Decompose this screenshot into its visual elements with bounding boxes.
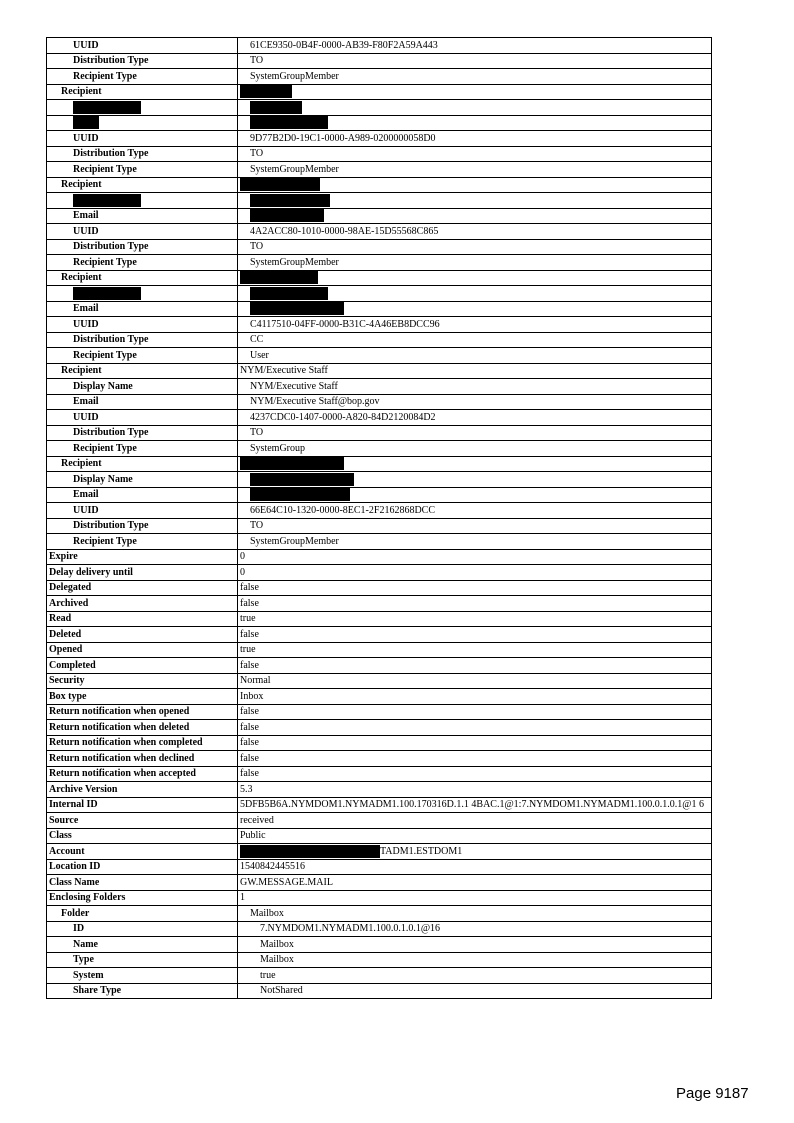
record-row <box>47 379 712 395</box>
record-row <box>47 782 712 798</box>
field-value: Mailbox <box>238 906 712 922</box>
redaction-block <box>73 194 141 207</box>
field-name: Source <box>47 813 238 829</box>
field-name: Folder <box>47 906 238 922</box>
field-value: false <box>238 704 712 720</box>
record-row <box>47 193 712 209</box>
field-value: received <box>238 813 712 829</box>
field-name: Recipient Type <box>47 441 238 457</box>
field-value-text: TADM1.ESTDOM1 <box>380 845 463 857</box>
record-row <box>47 751 712 767</box>
redaction-block <box>240 457 344 470</box>
field-name: Recipient <box>47 456 238 472</box>
record-row <box>47 720 712 736</box>
redaction-block <box>73 101 141 114</box>
field-name: Recipient Type <box>47 162 238 178</box>
field-value: 5.3 <box>238 782 712 798</box>
record-table <box>46 37 712 999</box>
field-name: UUID <box>47 317 238 333</box>
field-value: C4117510-04FF-0000-B31C-4A46EB8DCC96 <box>238 317 712 333</box>
field-name: Distribution Type <box>47 239 238 255</box>
field-name: Enclosing Folders <box>47 890 238 906</box>
field-name: Deleted <box>47 627 238 643</box>
field-value <box>238 472 712 488</box>
field-name: Internal ID <box>47 797 238 813</box>
field-name: Recipient Type <box>47 69 238 85</box>
field-value <box>238 286 712 302</box>
field-name: Recipient Type <box>47 348 238 364</box>
field-value: Mailbox <box>238 937 712 953</box>
record-row <box>47 363 712 379</box>
record-row <box>47 875 712 891</box>
field-value <box>238 301 712 317</box>
field-value: NYM/Executive Staff <box>238 379 712 395</box>
field-name <box>47 286 238 302</box>
record-row <box>47 270 712 286</box>
record-row <box>47 38 712 54</box>
record-row <box>47 348 712 364</box>
field-name: Distribution Type <box>47 53 238 69</box>
record-row <box>47 813 712 829</box>
field-name: UUID <box>47 503 238 519</box>
field-value: true <box>238 968 712 984</box>
redaction-block <box>240 271 318 284</box>
field-value: GW.MESSAGE.MAIL <box>238 875 712 891</box>
field-name: Recipient <box>47 84 238 100</box>
field-value: false <box>238 720 712 736</box>
record-row <box>47 441 712 457</box>
record-row <box>47 611 712 627</box>
record-row <box>47 115 712 131</box>
field-value <box>238 456 712 472</box>
field-value: 4237CDC0-1407-0000-A820-84D2120084D2 <box>238 410 712 426</box>
record-row <box>47 317 712 333</box>
record-row <box>47 162 712 178</box>
record-row <box>47 766 712 782</box>
redaction-block <box>250 473 354 486</box>
record-row <box>47 828 712 844</box>
record-row <box>47 921 712 937</box>
field-value: 1 <box>238 890 712 906</box>
record-row <box>47 84 712 100</box>
field-name: Return notification when opened <box>47 704 238 720</box>
redaction-block <box>73 116 99 129</box>
record-row <box>47 906 712 922</box>
field-name: Display Name <box>47 379 238 395</box>
record-row <box>47 565 712 581</box>
field-value: TO <box>238 53 712 69</box>
field-value: false <box>238 735 712 751</box>
field-name: Distribution Type <box>47 146 238 162</box>
record-row <box>47 673 712 689</box>
field-name: Email <box>47 301 238 317</box>
field-name <box>47 193 238 209</box>
record-row <box>47 394 712 410</box>
record-row <box>47 983 712 999</box>
record-row <box>47 937 712 953</box>
field-value: 0 <box>238 549 712 565</box>
record-row <box>47 301 712 317</box>
field-name: Return notification when declined <box>47 751 238 767</box>
field-value: NYM/Executive Staff <box>238 363 712 379</box>
field-name: UUID <box>47 38 238 54</box>
field-value: true <box>238 642 712 658</box>
field-value: SystemGroupMember <box>238 534 712 550</box>
record-row <box>47 425 712 441</box>
field-name: Class <box>47 828 238 844</box>
field-value <box>238 193 712 209</box>
record-row <box>47 487 712 503</box>
field-value: TO <box>238 239 712 255</box>
redaction-block <box>250 101 302 114</box>
record-row <box>47 456 712 472</box>
field-name: Type <box>47 952 238 968</box>
record-row <box>47 208 712 224</box>
field-value <box>238 177 712 193</box>
record-row <box>47 704 712 720</box>
field-name: Opened <box>47 642 238 658</box>
field-value: User <box>238 348 712 364</box>
field-value <box>238 115 712 131</box>
field-value: Public <box>238 828 712 844</box>
record-row <box>47 689 712 705</box>
field-name: Completed <box>47 658 238 674</box>
field-value <box>238 844 712 860</box>
field-value <box>238 487 712 503</box>
field-name: Delegated <box>47 580 238 596</box>
record-row <box>47 286 712 302</box>
redaction-block <box>250 209 324 222</box>
field-name <box>47 115 238 131</box>
field-name: Recipient <box>47 363 238 379</box>
field-value: TO <box>238 425 712 441</box>
record-row <box>47 859 712 875</box>
field-value: true <box>238 611 712 627</box>
record-row <box>47 53 712 69</box>
record-row <box>47 952 712 968</box>
record-row <box>47 658 712 674</box>
field-value: 9D77B2D0-19C1-0000-A989-0200000058D0 <box>238 131 712 147</box>
record-row <box>47 642 712 658</box>
field-name: Archived <box>47 596 238 612</box>
field-value: SystemGroupMember <box>238 162 712 178</box>
field-name: Email <box>47 487 238 503</box>
field-value: false <box>238 627 712 643</box>
record-row <box>47 146 712 162</box>
field-value: 7.NYMDOM1.NYMADM1.100.0.1.0.1@16 <box>238 921 712 937</box>
redaction-block <box>250 194 330 207</box>
field-name: Name <box>47 937 238 953</box>
field-value: Normal <box>238 673 712 689</box>
field-name: Delay delivery until <box>47 565 238 581</box>
record-row <box>47 580 712 596</box>
record-table-body <box>47 38 712 999</box>
field-value <box>238 100 712 116</box>
field-value: TO <box>238 146 712 162</box>
field-name: UUID <box>47 131 238 147</box>
field-name: Email <box>47 394 238 410</box>
record-row <box>47 131 712 147</box>
field-name: Distribution Type <box>47 518 238 534</box>
field-name: Return notification when deleted <box>47 720 238 736</box>
field-name: Distribution Type <box>47 332 238 348</box>
field-name: Archive Version <box>47 782 238 798</box>
record-row <box>47 890 712 906</box>
field-name: UUID <box>47 410 238 426</box>
record-row <box>47 735 712 751</box>
field-name: Expire <box>47 549 238 565</box>
field-value: SystemGroupMember <box>238 69 712 85</box>
record-row <box>47 332 712 348</box>
field-value: NotShared <box>238 983 712 999</box>
record-row <box>47 69 712 85</box>
record-row <box>47 255 712 271</box>
field-name: Read <box>47 611 238 627</box>
record-row <box>47 503 712 519</box>
redaction-block <box>250 488 350 501</box>
field-value: false <box>238 766 712 782</box>
field-value: SystemGroupMember <box>238 255 712 271</box>
field-value: Mailbox <box>238 952 712 968</box>
redaction-block <box>240 178 320 191</box>
record-row <box>47 797 712 813</box>
record-row <box>47 472 712 488</box>
redaction-block <box>250 302 344 315</box>
field-value: 1540842445516 <box>238 859 712 875</box>
field-name: Security <box>47 673 238 689</box>
field-value: 5DFB5B6A.NYMDOM1.NYMADM1.100.170316D.1.1 4BAC.1@1:7.NYMDOM1.NYMADM1.100.0.1.0.1@1 6 <box>238 797 712 813</box>
record-row <box>47 239 712 255</box>
redaction-block <box>250 116 328 129</box>
field-value <box>238 208 712 224</box>
field-name: Return notification when completed <box>47 735 238 751</box>
field-value: false <box>238 596 712 612</box>
field-value <box>238 84 712 100</box>
record-row <box>47 100 712 116</box>
record-row <box>47 410 712 426</box>
field-value: false <box>238 658 712 674</box>
field-value: NYM/Executive Staff@bop.gov <box>238 394 712 410</box>
record-row <box>47 177 712 193</box>
field-name: UUID <box>47 224 238 240</box>
field-value: 4A2ACC80-1010-0000-98AE-15D55568C865 <box>238 224 712 240</box>
field-value: CC <box>238 332 712 348</box>
redaction-block <box>250 287 328 300</box>
field-value: false <box>238 751 712 767</box>
field-name: Distribution Type <box>47 425 238 441</box>
field-value: 66E64C10-1320-0000-8EC1-2F2162868DCC <box>238 503 712 519</box>
field-name: Location ID <box>47 859 238 875</box>
record-row <box>47 844 712 860</box>
field-value: false <box>238 580 712 596</box>
record-row <box>47 518 712 534</box>
record-row <box>47 549 712 565</box>
field-name: ID <box>47 921 238 937</box>
field-name <box>47 100 238 116</box>
field-name: Return notification when accepted <box>47 766 238 782</box>
field-name: Share Type <box>47 983 238 999</box>
field-name: System <box>47 968 238 984</box>
field-name: Box type <box>47 689 238 705</box>
redaction-block <box>73 287 141 300</box>
field-name: Class Name <box>47 875 238 891</box>
record-row <box>47 596 712 612</box>
field-name: Email <box>47 208 238 224</box>
field-value <box>238 270 712 286</box>
record-row <box>47 627 712 643</box>
field-name: Account <box>47 844 238 860</box>
redaction-block <box>240 845 380 858</box>
field-name: Recipient Type <box>47 534 238 550</box>
field-name: Recipient <box>47 177 238 193</box>
field-value: Inbox <box>238 689 712 705</box>
redaction-block <box>240 85 292 98</box>
record-row <box>47 968 712 984</box>
field-value: 0 <box>238 565 712 581</box>
record-row <box>47 224 712 240</box>
field-name: Recipient <box>47 270 238 286</box>
field-value: TO <box>238 518 712 534</box>
page-number: Page 9187 <box>676 1085 749 1102</box>
field-value: SystemGroup <box>238 441 712 457</box>
field-value: 61CE9350-0B4F-0000-AB39-F80F2A59A443 <box>238 38 712 54</box>
field-name: Display Name <box>47 472 238 488</box>
record-row <box>47 534 712 550</box>
field-name: Recipient Type <box>47 255 238 271</box>
